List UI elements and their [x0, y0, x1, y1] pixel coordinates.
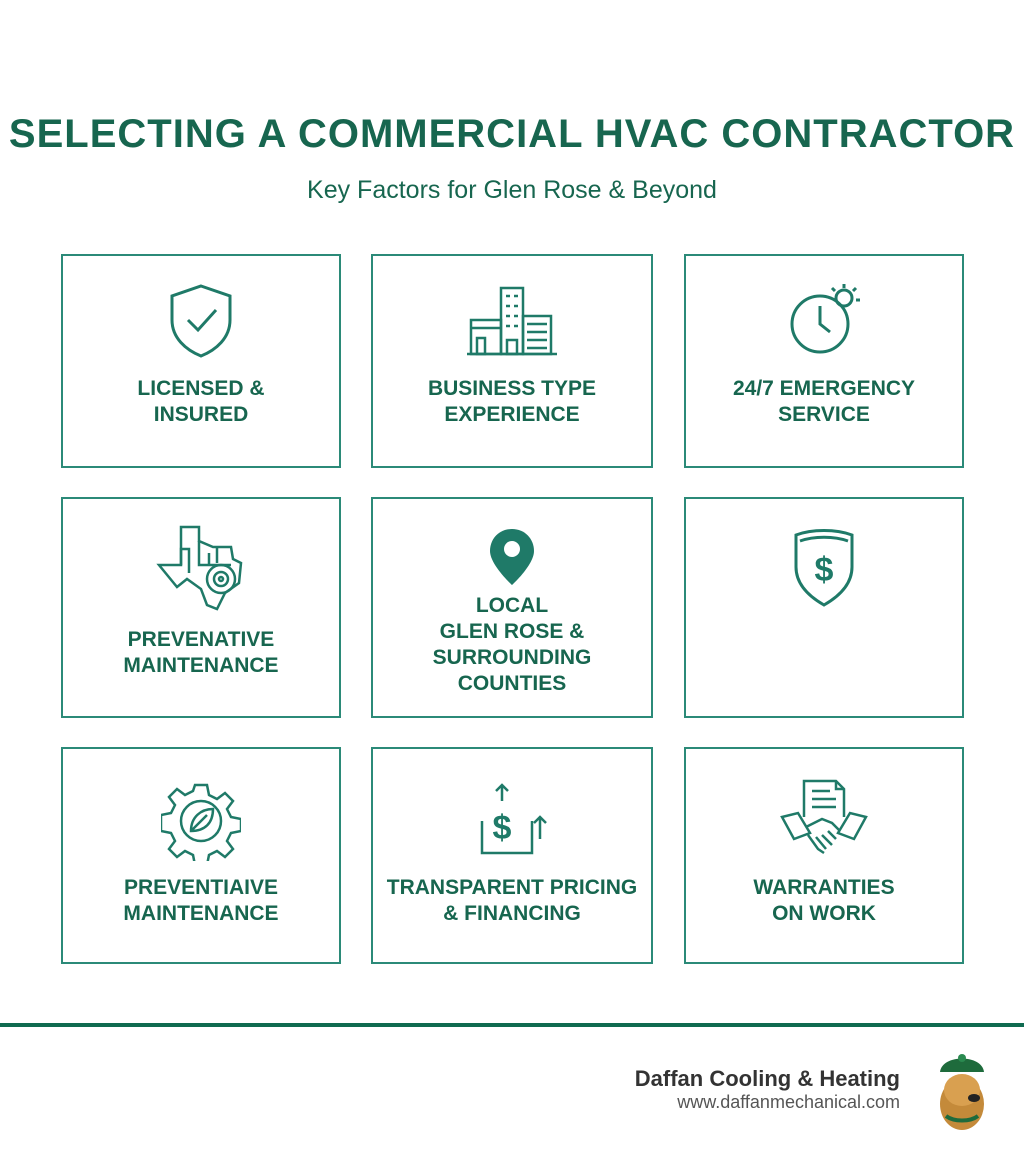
card-preventiaive-maintenance	[61, 747, 341, 964]
company-name: Daffan Cooling & Heating	[634, 1066, 900, 1091]
company-url[interactable]: www.daffanmechanical.com	[677, 1092, 900, 1112]
card-label: BUSINESS TYPE EXPERIENCE	[427, 377, 597, 426]
dollar-arrows-icon	[474, 781, 550, 857]
card-business-type	[371, 254, 653, 468]
footer-brand	[635, 1066, 900, 1113]
card-shield-dollar	[684, 497, 964, 718]
shield-dollar-icon	[792, 527, 856, 607]
card-licensed-insured	[61, 254, 341, 468]
shield-check-icon	[166, 282, 236, 360]
page-title: SELECTING A COMMERCIAL HVAC CONTRACTOR	[8, 112, 1016, 156]
card-transparent-pricing	[371, 747, 653, 964]
card-label: LOCAL GLEN ROSE & SURROUNDING COUNTIES	[432, 594, 592, 695]
svg-text:$: $	[492, 809, 512, 847]
texas-map-icon	[155, 523, 247, 611]
card-prevenative-maintenance	[61, 497, 341, 718]
card-label: PREVENATIVE MAINTENANCE	[123, 628, 279, 677]
card-emergency-service	[684, 254, 964, 468]
mascot-dog-logo	[934, 1050, 990, 1132]
buildings-icon	[465, 284, 559, 358]
gear-leaf-icon	[161, 781, 241, 861]
card-label: WARRANTIES ON WORK	[753, 876, 895, 925]
card-label: 24/7 EMERGENCY SERVICE	[732, 377, 916, 426]
handshake-document-icon	[778, 777, 870, 859]
page-subtitle: Key Factors for Glen Rose & Beyond	[307, 176, 717, 204]
clock-icon	[784, 280, 864, 356]
card-warranties	[684, 747, 964, 964]
card-label: PREVENTIAIVE MAINTENANCE	[123, 876, 279, 925]
card-label: TRANSPARENT PRICING & FINANCING	[386, 876, 638, 925]
card-label: LICENSED & INSURED	[137, 377, 265, 426]
svg-text:$: $	[814, 551, 834, 589]
footer-divider	[0, 1023, 1024, 1027]
location-pin-icon	[488, 527, 536, 587]
card-local-area	[371, 497, 653, 718]
